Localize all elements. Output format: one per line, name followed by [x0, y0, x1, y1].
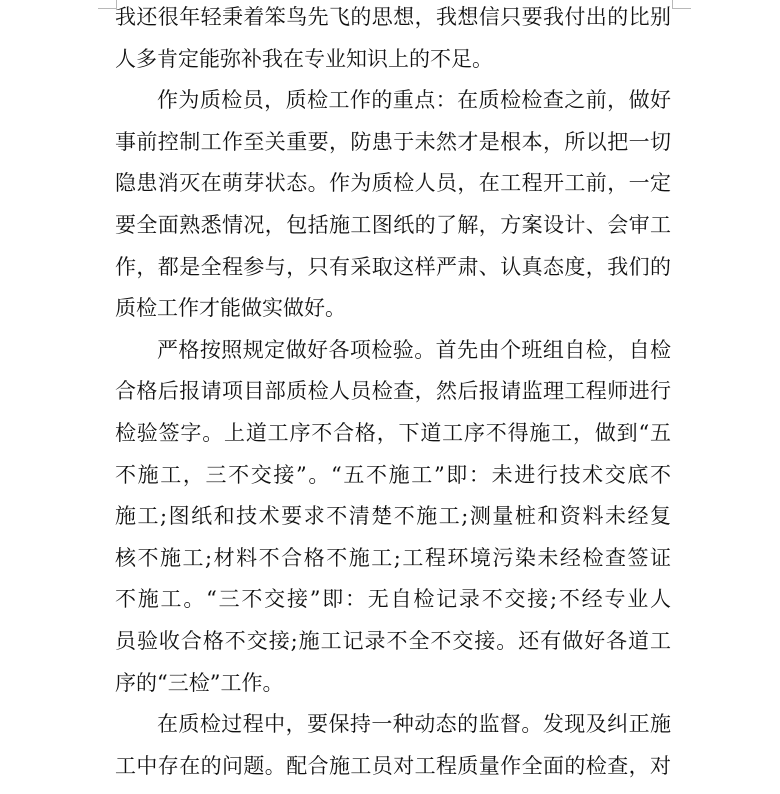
- paragraph: [115, 80, 671, 330]
- document-body: [115, 0, 671, 787]
- text-line: 质检工作才能做实做好。: [115, 296, 346, 321]
- page-corner-mark-right: [672, 0, 691, 9]
- text-line: 不施工，三不交接”。“五不施工”即：未进行技术交底不: [115, 462, 671, 487]
- text-line: 检验签字。上道工序不合格，下道工序不得施工，做到“五: [115, 420, 671, 445]
- text-line: 要全面熟悉情况，包括施工图纸的了解，方案设计、会审工: [115, 212, 671, 237]
- text-line: 严格按照规定做好各项检验。首先由个班组自检，自检: [157, 337, 671, 362]
- text-line: 不施工。“三不交接”即：无自检记录不交接;不经专业人: [115, 587, 671, 612]
- paragraph: [115, 0, 671, 80]
- text-line: 作为质检员，质检工作的重点：在质检检查之前，做好: [157, 88, 671, 113]
- text-line: 在质检过程中，要保持一种动态的监督。发现及纠正施: [157, 712, 671, 737]
- text-line: 员验收合格不交接;施工记录不全不交接。还有做好各道工: [115, 628, 671, 653]
- text-line: 作，都是全程参与，只有采取这样严肃、认真态度，我们的: [115, 254, 671, 279]
- text-line: 核不施工;材料不合格不施工;工程环境污染未经检查签证: [115, 545, 671, 570]
- paragraph: [115, 704, 671, 787]
- text-line: 施工;图纸和技术要求不清楚不施工;测量桩和资料未经复: [115, 504, 671, 529]
- paragraph: [115, 330, 671, 704]
- text-line: 序的“三检”工作。: [115, 670, 284, 695]
- text-line: 合格后报请项目部质检人员检查，然后报请监理工程师进行: [115, 379, 671, 404]
- text-line: 隐患消灭在萌芽状态。作为质检人员，在工程开工前，一定: [115, 171, 671, 196]
- text-line: 事前控制工作至关重要，防患于未然才是根本，所以把一切: [115, 129, 671, 154]
- text-line: 人多肯定能弥补我在专业知识上的不足。: [115, 46, 493, 71]
- text-line: 我还很年轻秉着笨鸟先飞的思想，我想信只要我付出的比别: [115, 5, 671, 29]
- text-line: 工中存在的问题。配合施工员对工程质量作全面的检查，对: [115, 753, 671, 778]
